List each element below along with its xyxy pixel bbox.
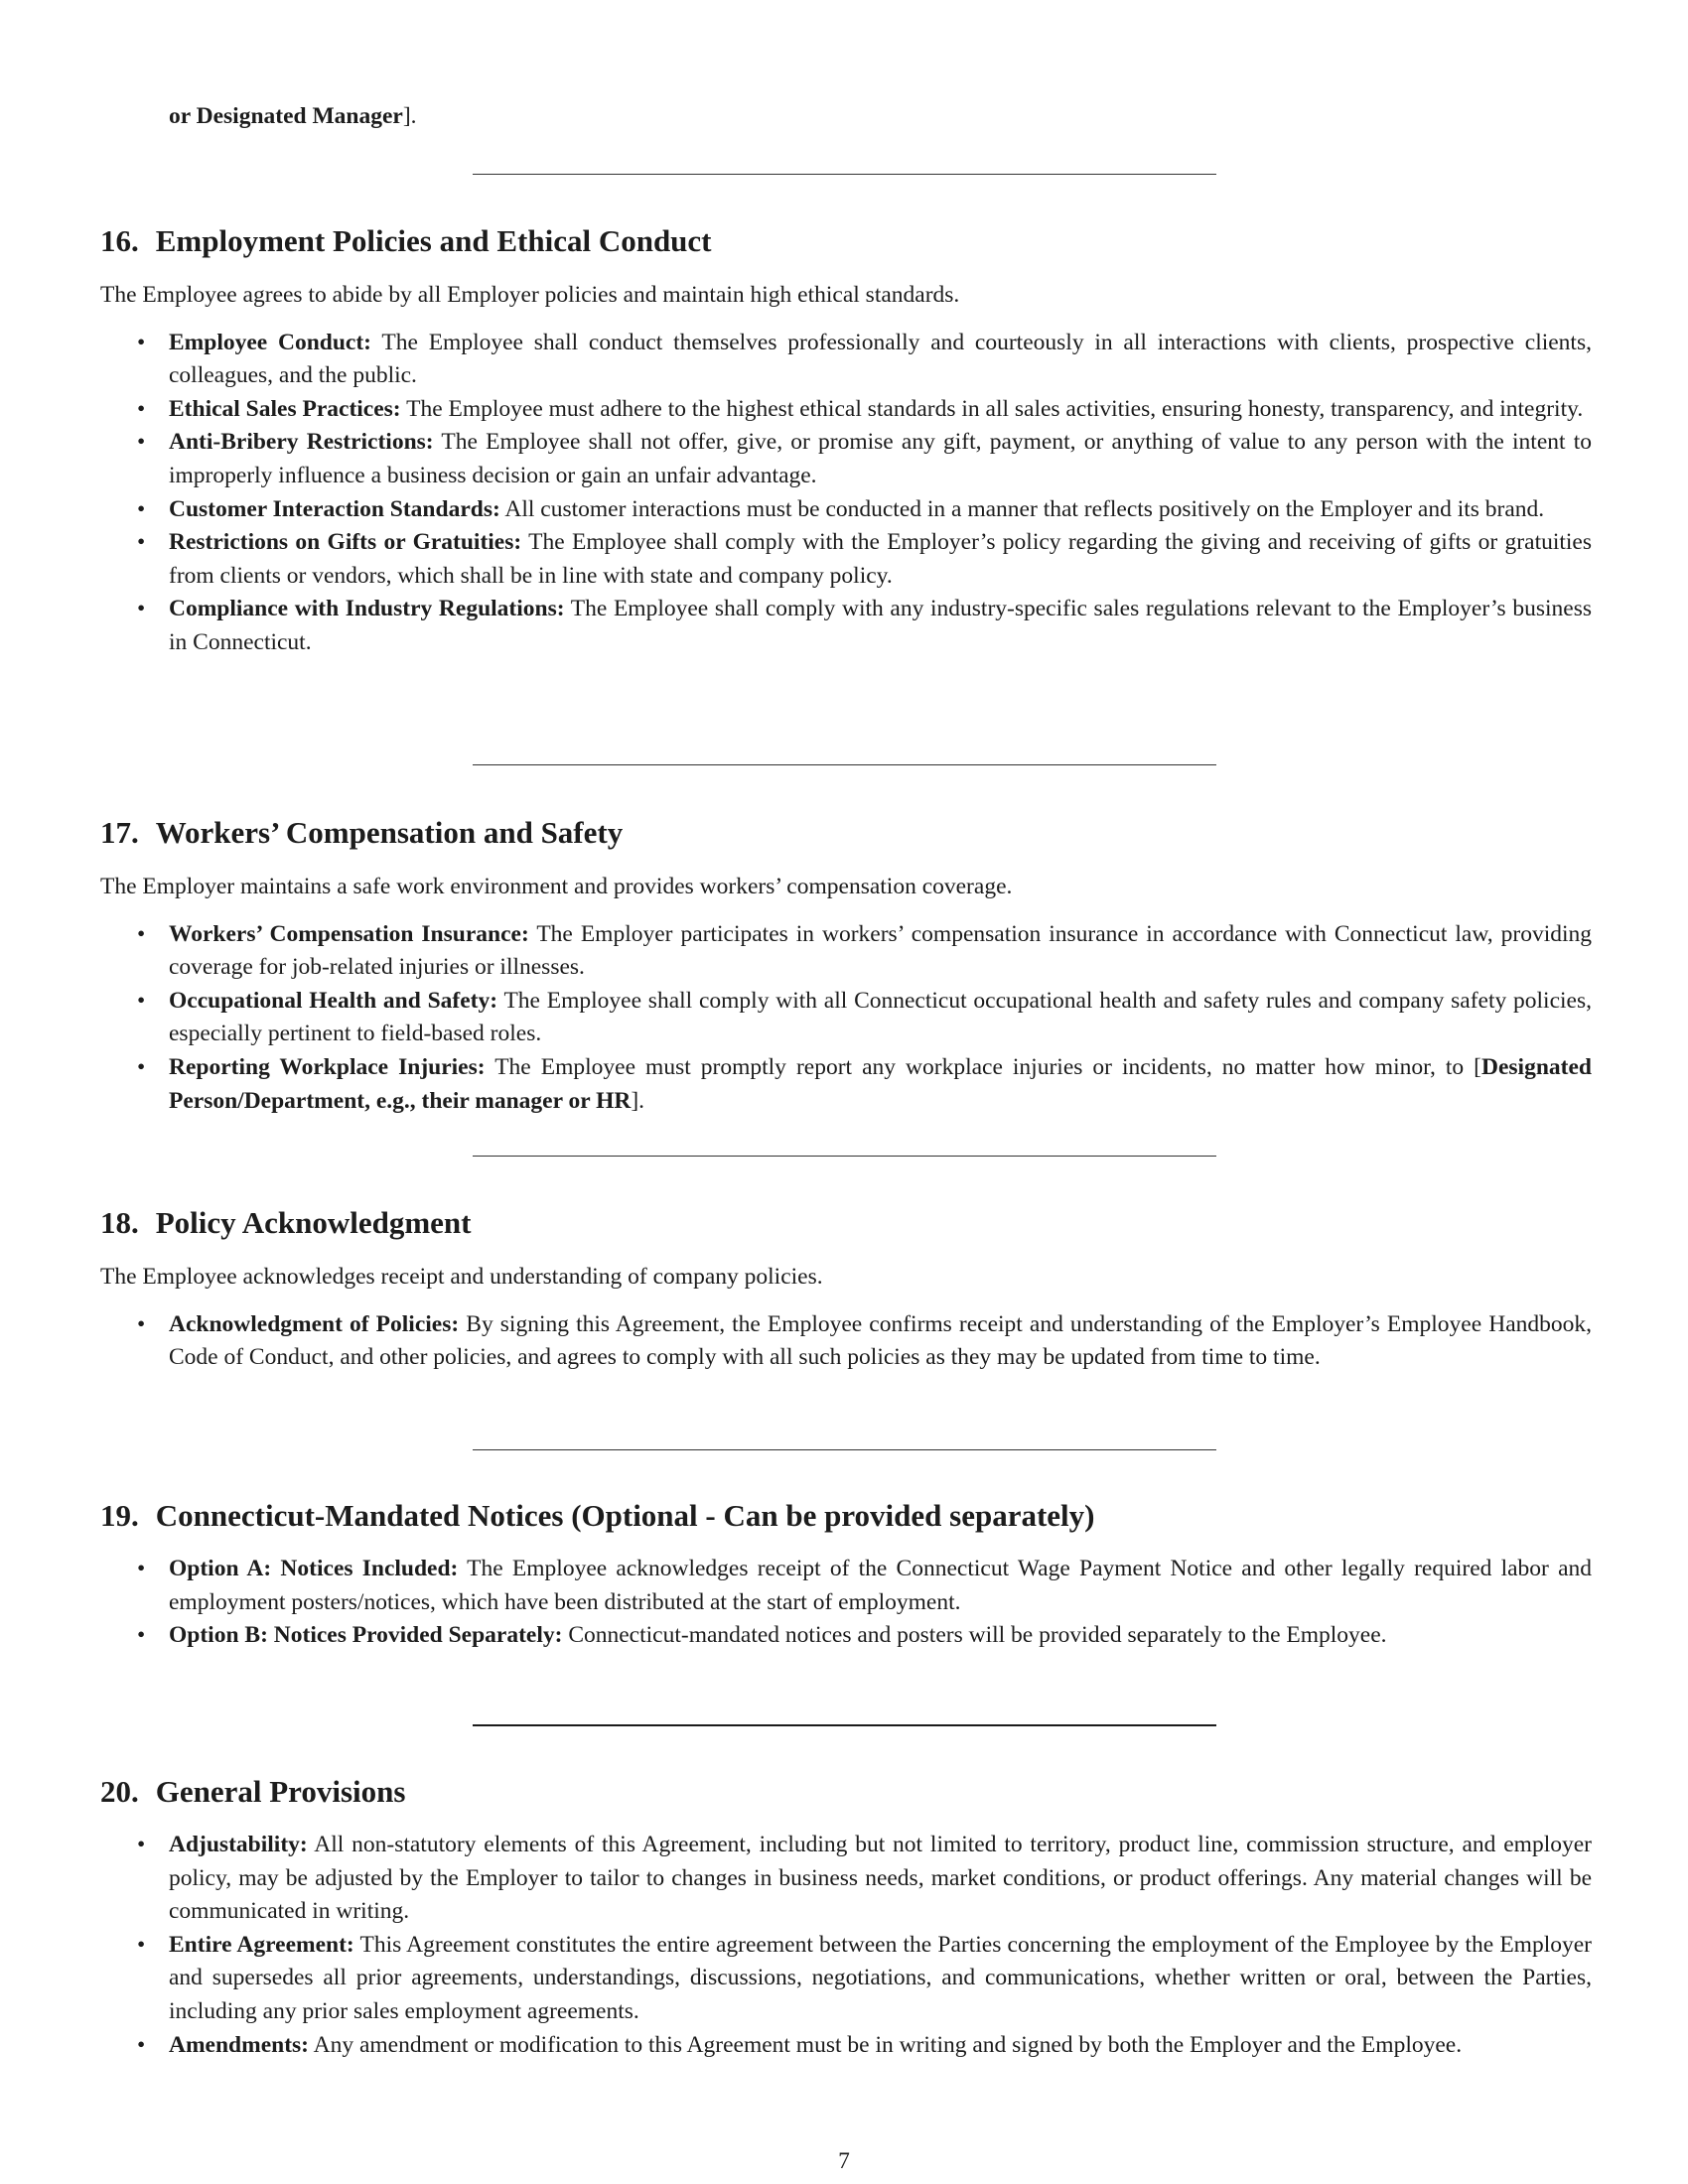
item-label: Ethical Sales Practices: (169, 395, 401, 422)
item-text: The Employee acknowledges receipt of the Connecticut Wage Payment Notice and other legally required labor and employment posters/notices, which have been distributed at the start of employment. (169, 1556, 1593, 1615)
item-label: Option B: Notices Provided Separately: (169, 1622, 563, 1649)
section-19 (100, 1496, 1592, 1653)
item-text: The Employee shall not offer, give, or promise any gift, payment, or anything of value to any person with the intent to improperly influence a business decision or gain an unfair advantage. (169, 429, 1592, 488)
item-text: By signing this Agreement, the Employee confirms receipt and understanding of the Employer’s Employee Handbook, Code of Conduct, and other policies, and agrees to comply with all such policies as they may be updated from time to time. (169, 1310, 1592, 1371)
item-label: Entire Agreement: (169, 1931, 354, 1958)
item-text: The Employee shall comply with the Employer’s policy regarding the giving and receiving of gifts or gratuities from clients or vendors, which shall be in line with state and company policy. (169, 529, 1593, 589)
section-16 (100, 221, 1592, 660)
section-divider (473, 1449, 1216, 1450)
item-text: The Employee shall comply with all Connecticut occupational health and safety rules and company safety policies, especially pertinent to field-based roles. (169, 987, 1592, 1047)
section-divider (473, 1724, 1216, 1726)
item-label: Anti-Bribery Restrictions: (169, 429, 434, 456)
section-divider (473, 174, 1216, 175)
item-text: All customer interactions must be conducted in a manner that reflects positively on the Employer and its brand. (504, 495, 1545, 522)
section-intro: The Employee agrees to abide by all Employer policies and maintain high ethical standards. (100, 282, 960, 308)
list-item (100, 393, 1592, 427)
section-18 (100, 1203, 1592, 1375)
item-label: Amendments: (169, 2031, 309, 2058)
list-item (100, 2029, 1592, 2063)
section-heading (100, 1772, 1592, 1812)
section-title: General Provisions (155, 1774, 406, 1809)
section-divider (473, 1156, 1216, 1157)
list-item (100, 526, 1592, 593)
item-label: Workers’ Compensation Insurance: (169, 920, 529, 947)
list-item (100, 985, 1592, 1051)
list-item (100, 1553, 1592, 1619)
item-text: The Employee shall comply with any industry-specific sales regulations relevant to the Employer’s business in Connecticut. (169, 596, 1592, 655)
list-item (100, 1829, 1592, 1929)
item-label: Employee Conduct: (169, 329, 372, 355)
section-title: Workers’ Compensation and Safety (155, 815, 624, 850)
item-label: Occupational Health and Safety: (169, 987, 498, 1014)
item-label: Acknowledgment of Policies: (169, 1310, 460, 1337)
item-text-after: ]. (631, 1087, 645, 1114)
list-item (100, 1619, 1592, 1653)
item-label: Option A: Notices Included: (169, 1556, 459, 1581)
item-text: Connecticut-mandated notices and posters will be provided separately to the Employee. (568, 1622, 1387, 1649)
item-label: Compliance with Industry Regulations: (169, 596, 565, 622)
item-label: Adjustability: (169, 1832, 308, 1857)
list-item (100, 1929, 1592, 2029)
list-item (100, 426, 1592, 492)
item-text-emphasis: Designated Person/Department, e.g., their manager or HR (169, 1053, 1592, 1114)
item-label: Customer Interaction Standards: (169, 495, 500, 522)
item-text: The Employer participates in workers’ compensation insurance in accordance with Connecticut law, providing coverage for job-related injuries or illnesses. (169, 920, 1592, 981)
bullet-list (100, 1829, 1592, 2062)
section-intro: The Employee acknowledges receipt and understanding of company policies. (100, 1264, 823, 1290)
section-heading (100, 813, 1592, 853)
section-heading (100, 1496, 1592, 1536)
list-item (100, 1051, 1592, 1118)
continuation-bold: or Designated Manager (169, 103, 403, 129)
list-item (100, 493, 1592, 527)
section-title: Connecticut-Mandated Notices (Optional - Can be provided separately) (155, 1498, 1095, 1533)
continuation-line (169, 100, 417, 134)
list-item (100, 1308, 1592, 1375)
bullet-list (100, 327, 1592, 660)
section-number: 18. (100, 1205, 139, 1240)
item-text: The Employee must adhere to the highest ethical standards in all sales activities, ensuring honesty, transparency, and integrity. (406, 395, 1584, 422)
list-item (100, 593, 1592, 659)
section-number: 20. (100, 1774, 139, 1809)
section-intro: The Employer maintains a safe work environment and provides workers’ compensation coverage. (100, 874, 1013, 899)
section-title: Employment Policies and Ethical Conduct (155, 223, 712, 258)
section-number: 17. (100, 815, 139, 850)
bullet-list (100, 918, 1592, 1119)
section-heading (100, 1203, 1592, 1243)
section-divider (473, 764, 1216, 765)
item-text-before: The Employee must promptly report any workplace injuries or incidents, no matter how minor, to [ (494, 1053, 1482, 1080)
continuation-rest: ]. (402, 103, 417, 129)
bullet-list (100, 1553, 1592, 1653)
section-number: 19. (100, 1498, 139, 1533)
item-text: Any amendment or modification to this Agreement must be in writing and signed by both the Employer and the Employee. (313, 2031, 1463, 2058)
page-number: 7 (838, 2148, 850, 2174)
item-text: All non-statutory elements of this Agreement, including but not limited to territory, product line, commission structure, and employer policy, may be adjusted by the Employer to tailor to changes in business needs, market conditions, or product offerings. Any material changes will be communicated in writing. (169, 1832, 1592, 1925)
list-item (100, 918, 1592, 985)
item-label: Reporting Workplace Injuries: (169, 1053, 486, 1080)
section-heading (100, 221, 1592, 261)
section-20 (100, 1772, 1592, 2062)
list-item (100, 327, 1592, 393)
item-label: Restrictions on Gifts or Gratuities: (169, 529, 522, 556)
section-number: 16. (100, 223, 139, 258)
item-text: The Employee shall conduct themselves professionally and courteously in all interactions with clients, prospective clients, colleagues, and the public. (169, 329, 1592, 389)
section-title: Policy Acknowledgment (155, 1205, 472, 1240)
item-text: This Agreement constitutes the entire agreement between the Parties concerning the employment of the Employee by the Employer and supersedes all prior agreements, understandings, discussions, negotiations, and communications, whether written or oral, between the Parties, including any prior sales employment agreements. (169, 1931, 1592, 2024)
bullet-list (100, 1308, 1592, 1375)
section-17 (100, 813, 1592, 1118)
